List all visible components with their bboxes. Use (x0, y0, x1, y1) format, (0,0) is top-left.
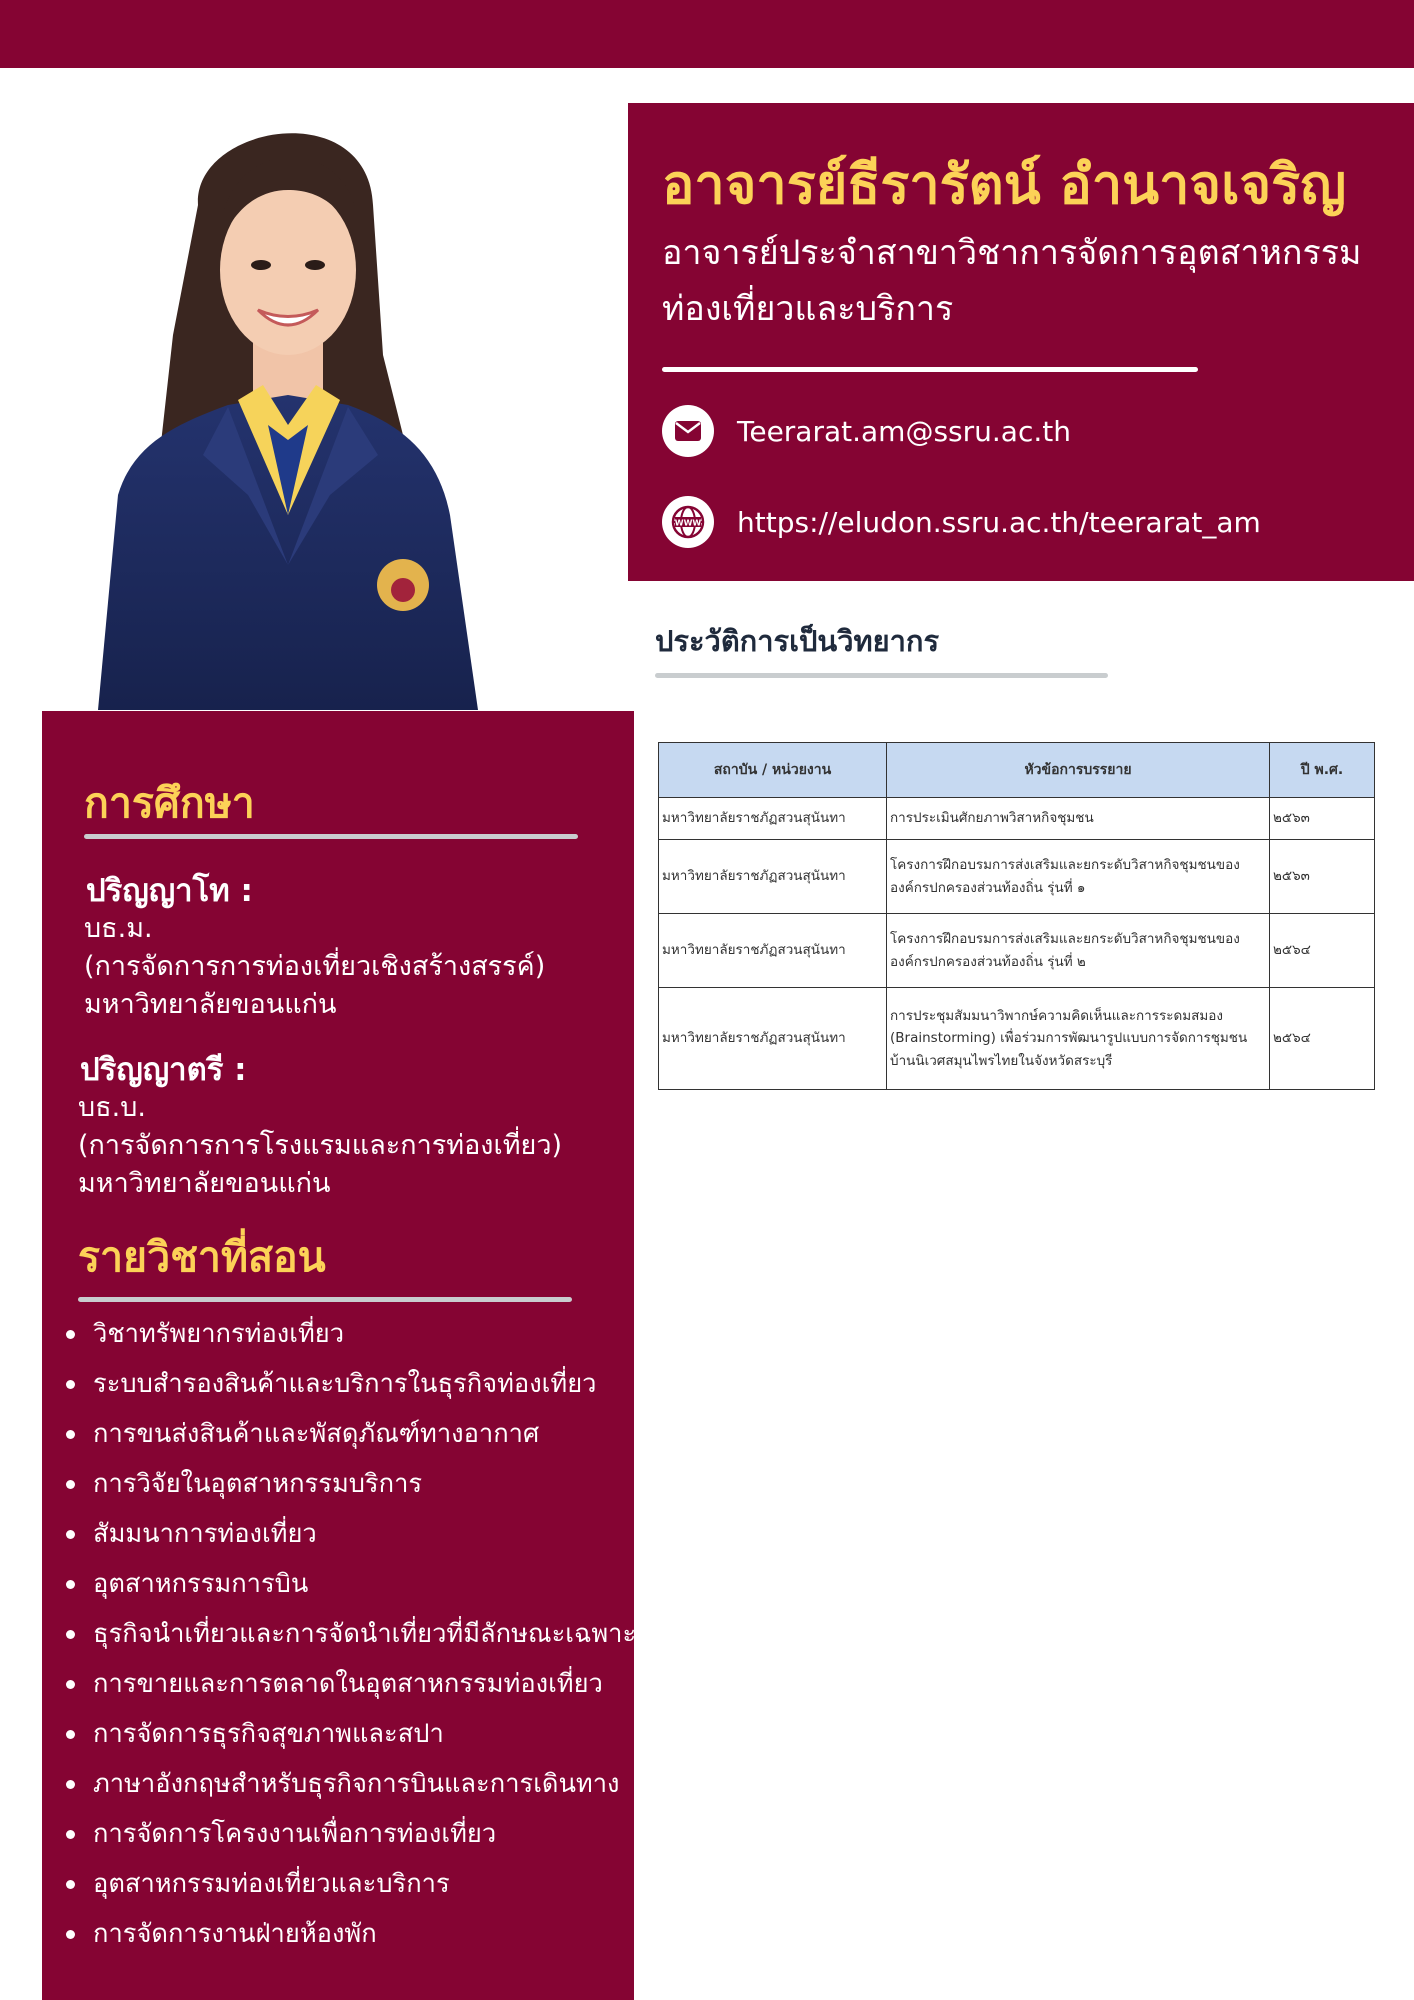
list-item (66, 1509, 636, 1559)
year-cell: ๒๕๖๓ (1270, 840, 1375, 914)
bullet-icon (66, 1380, 75, 1389)
header-divider (662, 367, 1198, 372)
degree-line: (การจัดการการโรงแรมและการท่องเที่ยว) (78, 1130, 563, 1161)
course-name: อุตสาหกรรมการบิน (93, 1569, 309, 1599)
column-header-year: ปี พ.ศ. (1270, 743, 1375, 798)
courses-title: รายวิชาที่สอน (78, 1233, 326, 1281)
svg-text:WWW: WWW (674, 518, 702, 528)
topic-cell (887, 840, 1270, 914)
bullet-icon (66, 1530, 75, 1539)
year-cell: ๒๕๖๔ (1270, 914, 1375, 988)
email-link[interactable]: Teerarat.am@ssru.ac.th (737, 414, 1071, 448)
list-item (66, 1709, 636, 1759)
table-header-row (659, 743, 1375, 798)
course-name: การวิจัยในอุตสาหกรรมบริการ (93, 1469, 423, 1499)
org-cell: มหาวิทยาลัยราชภัฏสวนสุนันทา (659, 798, 887, 840)
education-divider (84, 834, 578, 839)
list-item (66, 1359, 636, 1409)
bullet-icon (66, 1630, 75, 1639)
course-list (66, 1309, 636, 1959)
bullet-icon (66, 1730, 75, 1739)
bullet-icon (66, 1880, 75, 1889)
speaker-history-table (658, 742, 1375, 1090)
course-name: การขายและการตลาดในอุตสาหกรรมท่องเที่ยว (93, 1669, 603, 1699)
org-cell: มหาวิทยาลัยราชภัฏสวนสุนันทา (659, 914, 887, 988)
position-line-2: ท่องเที่ยวและบริการ (662, 289, 954, 329)
topic-line: องค์กรปกครองส่วนท้องถิ่น รุ่นที่ ๒ (890, 953, 1086, 970)
table-row (659, 840, 1375, 914)
education-title: การศึกษา (84, 779, 255, 827)
table-row (659, 914, 1375, 988)
year-cell: ๒๕๖๓ (1270, 798, 1375, 840)
topic-line: (Brainstorming) เพื่อร่วมการพัฒนารูปแบบการจัดการชุมชน (890, 1030, 1248, 1047)
course-name: วิชาทรัพยากรท่องเที่ยว (93, 1319, 345, 1349)
education-courses-panel (42, 711, 637, 2000)
bullet-icon (66, 1830, 75, 1839)
topic-line: องค์กรปกครองส่วนท้องถิ่น รุ่นที่ ๑ (890, 879, 1086, 896)
course-name: อุตสาหกรรมท่องเที่ยวและบริการ (93, 1869, 450, 1899)
bullet-icon (66, 1480, 75, 1489)
courses-divider (78, 1297, 572, 1302)
website-row (662, 496, 1261, 548)
website-link[interactable]: https://eludon.ssru.ac.th/teerarat_am (737, 505, 1261, 539)
top-banner (0, 0, 1414, 68)
table-row (659, 798, 1375, 840)
bullet-icon (66, 1780, 75, 1789)
list-item (66, 1609, 636, 1659)
email-row (662, 405, 1071, 457)
year-cell: ๒๕๖๔ (1270, 988, 1375, 1090)
topic-line: การประชุมสัมมนาวิพากษ์ความคิดเห็นและการระดมสมอง (890, 1008, 1223, 1025)
course-name: การจัดการงานฝ่ายห้องพัก (93, 1919, 377, 1949)
degree-line: มหาวิทยาลัยขอนแก่น (84, 989, 337, 1020)
speaker-history-divider (655, 673, 1108, 678)
speaker-history-title: ประวัติการเป็นวิทยากร (655, 624, 940, 658)
list-item (66, 1309, 636, 1359)
bachelor-degree-details (78, 1089, 562, 1203)
topic-line: โครงการฝึกอบรมการส่งเสริมและยกระดับวิสาหกิจชุมชนของ (890, 857, 1240, 874)
bullet-icon (66, 1930, 75, 1939)
course-name: ระบบสำรองสินค้าและบริการในธุรกิจท่องเที่ยว (93, 1369, 597, 1399)
bullet-icon (66, 1680, 75, 1689)
course-name: ธุรกิจนำเที่ยวและการจัดนำเที่ยวที่มีลักษณะเฉพาะ (93, 1619, 637, 1649)
degree-line: บธ.บ. (78, 1092, 146, 1123)
course-name: การจัดการโครงงานเพื่อการท่องเที่ยว (93, 1819, 497, 1849)
list-item (66, 1409, 636, 1459)
bachelor-degree-title: ปริญญาตรี : (80, 1052, 247, 1088)
list-item (66, 1909, 636, 1959)
list-item (66, 1859, 636, 1909)
org-cell: มหาวิทยาลัยราชภัฏสวนสุนันทา (659, 988, 887, 1090)
list-item (66, 1659, 636, 1709)
position-line-1: อาจารย์ประจำสาขาวิชาการจัดการอุตสาหกรรม (662, 233, 1362, 273)
bullet-icon (66, 1580, 75, 1589)
column-header-org: สถาบัน / หน่วยงาน (659, 743, 887, 798)
master-degree-details (84, 910, 545, 1024)
topic-cell (887, 914, 1270, 988)
table-row (659, 988, 1375, 1090)
topic-cell (887, 988, 1270, 1090)
course-name: การขนส่งสินค้าและพัสดุภัณฑ์ทางอากาศ (93, 1419, 540, 1449)
degree-line: (การจัดการการท่องเที่ยวเชิงสร้างสรรค์) (84, 951, 546, 982)
topic-line: การประเมินศักยภาพวิสาหกิจชุมชน (890, 810, 1094, 827)
profile-photo (78, 95, 598, 710)
instructor-name: อาจารย์ธีรารัตน์ อำนาจเจริญ (662, 153, 1347, 216)
topic-cell (887, 798, 1270, 840)
list-item (66, 1459, 636, 1509)
degree-line: บธ.ม. (84, 913, 153, 944)
column-header-topic: หัวข้อการบรรยาย (887, 743, 1270, 798)
topic-line: บ้านนิเวศสมุนไพรไทยในจังหวัดสระบุรี (890, 1052, 1113, 1069)
list-item (66, 1559, 636, 1609)
org-cell: มหาวิทยาลัยราชภัฏสวนสุนันทา (659, 840, 887, 914)
globe-www-icon (662, 496, 714, 548)
course-name: ภาษาอังกฤษสำหรับธุรกิจการบินและการเดินทาง (93, 1769, 620, 1799)
course-name: สัมมนาการท่องเที่ยว (93, 1519, 317, 1549)
course-name: การจัดการธุรกิจสุขภาพและสปา (93, 1719, 444, 1749)
bullet-icon (66, 1430, 75, 1439)
envelope-icon (662, 405, 714, 457)
topic-line: โครงการฝึกอบรมการส่งเสริมและยกระดับวิสาหกิจชุมชนของ (890, 931, 1240, 948)
list-item (66, 1759, 636, 1809)
degree-line: มหาวิทยาลัยขอนแก่น (78, 1168, 331, 1199)
list-item (66, 1809, 636, 1859)
header-panel (628, 103, 1414, 581)
bullet-icon (66, 1330, 75, 1339)
master-degree-title: ปริญญาโท : (86, 873, 253, 909)
